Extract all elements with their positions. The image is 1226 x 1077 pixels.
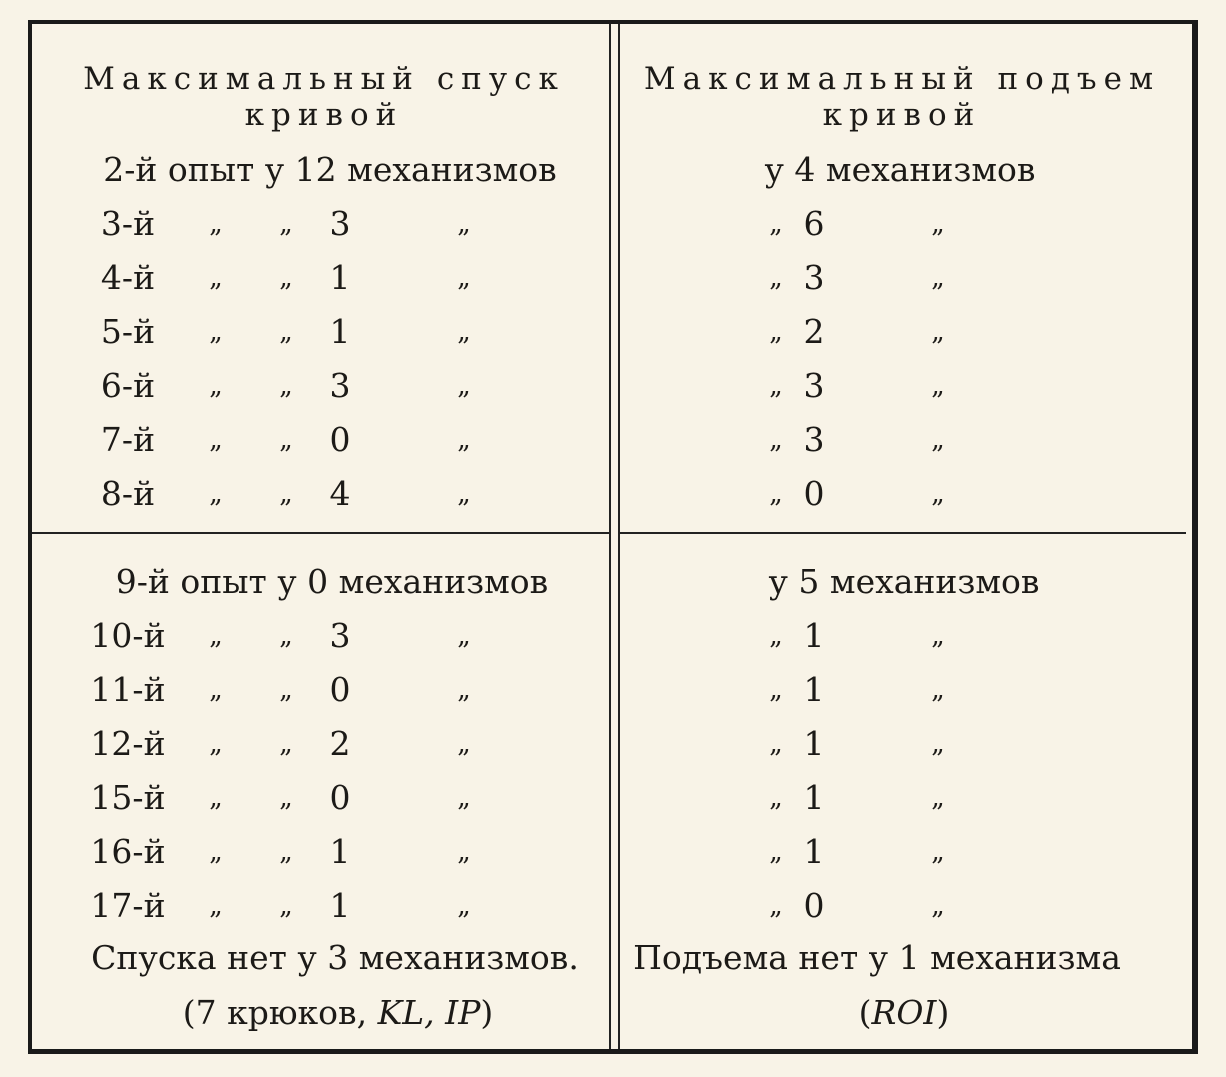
ditto-mark: „ [279, 263, 293, 293]
row-count: 0 [329, 778, 351, 817]
ditto-mark: „ [279, 621, 293, 651]
right-footer-pre: ( [858, 993, 872, 1032]
row-count: 2 [329, 724, 351, 763]
row-count: 0 [329, 670, 351, 709]
row-count: 6 [803, 204, 825, 243]
ditto-mark: „ [931, 675, 945, 705]
ditto-mark: „ [931, 783, 945, 813]
ditto-mark: „ [279, 317, 293, 347]
ditto-mark: „ [931, 263, 945, 293]
row-label: 15-й [90, 778, 166, 817]
ditto-mark: „ [209, 263, 223, 293]
ditto-mark: „ [279, 837, 293, 867]
row-count: 1 [329, 312, 351, 351]
row-label: 7-й [100, 420, 156, 459]
row-count: 4 [329, 474, 351, 513]
right-footer-line2 [858, 993, 950, 1032]
ditto-mark: „ [209, 729, 223, 759]
ditto-mark: „ [769, 675, 783, 705]
row-label: 4-й [100, 258, 156, 297]
row-label: 6-й [100, 366, 156, 405]
ditto-mark: „ [209, 621, 223, 651]
ditto-mark: „ [279, 729, 293, 759]
left-footer-italic: KL, IP [377, 993, 481, 1032]
left-header-line2: кривой [244, 97, 404, 133]
row-label: 17-й [90, 886, 166, 925]
right-footer-line1: Подъема нет у 1 механизма [633, 938, 1121, 977]
row-count: 3 [803, 420, 825, 459]
row-count: 0 [803, 886, 825, 925]
row-count: 1 [329, 258, 351, 297]
row-count: 1 [803, 832, 825, 871]
left-footer-pre: (7 крюков, [182, 993, 378, 1032]
ditto-mark: „ [931, 479, 945, 509]
left-footer-line2 [182, 993, 494, 1032]
ditto-mark: „ [209, 675, 223, 705]
row-label: 3-й [100, 204, 156, 243]
ditto-mark: „ [457, 479, 471, 509]
row-label: 11-й [90, 670, 166, 709]
ditto-mark: „ [931, 317, 945, 347]
row-label: 5-й [100, 312, 156, 351]
row-count: 1 [803, 724, 825, 763]
ditto-mark: „ [769, 371, 783, 401]
ditto-mark: „ [769, 621, 783, 651]
ditto-mark: „ [931, 729, 945, 759]
row-count: 1 [803, 670, 825, 709]
row-count: 0 [329, 420, 351, 459]
ditto-mark: „ [279, 783, 293, 813]
ditto-mark: „ [457, 371, 471, 401]
row-count: 1 [803, 616, 825, 655]
ditto-mark: „ [279, 425, 293, 455]
ditto-mark: „ [769, 729, 783, 759]
left-top-first-row: 2-й опыт у 12 механизмов [103, 150, 557, 189]
ditto-mark: „ [209, 371, 223, 401]
ditto-mark: „ [769, 317, 783, 347]
ditto-mark: „ [279, 479, 293, 509]
row-count: 1 [329, 832, 351, 871]
ditto-mark: „ [931, 371, 945, 401]
ditto-mark: „ [279, 209, 293, 239]
row-count: 3 [329, 366, 351, 405]
row-count: 0 [803, 474, 825, 513]
row-count: 3 [329, 204, 351, 243]
ditto-mark: „ [457, 621, 471, 651]
right-bottom-first-row: у 5 механизмов [768, 562, 1040, 601]
ditto-mark: „ [931, 891, 945, 921]
ditto-mark: „ [457, 425, 471, 455]
column-divider [618, 24, 620, 1049]
ditto-mark: „ [209, 479, 223, 509]
section-divider-left [32, 532, 609, 534]
ditto-mark: „ [769, 783, 783, 813]
ditto-mark: „ [931, 837, 945, 867]
ditto-mark: „ [209, 837, 223, 867]
ditto-mark: „ [457, 263, 471, 293]
ditto-mark: „ [279, 891, 293, 921]
right-top-first-row: у 4 механизмов [764, 150, 1036, 189]
ditto-mark: „ [931, 621, 945, 651]
ditto-mark: „ [457, 891, 471, 921]
row-count: 3 [329, 616, 351, 655]
ditto-mark: „ [769, 263, 783, 293]
ditto-mark: „ [279, 371, 293, 401]
right-header-line2: кривой [822, 97, 982, 133]
right-header-line1: Максимальный подъем [643, 61, 1161, 97]
right-footer-italic: ROI [871, 993, 937, 1032]
row-count: 2 [803, 312, 825, 351]
row-label: 10-й [90, 616, 166, 655]
ditto-mark: „ [209, 425, 223, 455]
ditto-mark: „ [209, 891, 223, 921]
ditto-mark: „ [769, 891, 783, 921]
left-header-line1: Максимальный спуск [83, 61, 565, 97]
left-bottom-first-row: 9-й опыт у 0 механизмов [115, 562, 549, 601]
row-label: 16-й [90, 832, 166, 871]
ditto-mark: „ [457, 209, 471, 239]
ditto-mark: „ [209, 209, 223, 239]
ditto-mark: „ [209, 317, 223, 347]
ditto-mark: „ [457, 729, 471, 759]
ditto-mark: „ [209, 783, 223, 813]
ditto-mark: „ [457, 783, 471, 813]
left-footer-line1: Спуска нет у 3 механизмов. [91, 938, 579, 977]
row-count: 1 [803, 778, 825, 817]
ditto-mark: „ [769, 479, 783, 509]
ditto-mark: „ [769, 837, 783, 867]
ditto-mark: „ [931, 425, 945, 455]
row-count: 3 [803, 366, 825, 405]
section-divider-right [620, 532, 1186, 534]
ditto-mark: „ [279, 675, 293, 705]
row-label: 12-й [90, 724, 166, 763]
ditto-mark: „ [457, 837, 471, 867]
ditto-mark: „ [769, 209, 783, 239]
ditto-mark: „ [931, 209, 945, 239]
ditto-mark: „ [457, 675, 471, 705]
column-divider [609, 24, 611, 1049]
row-count: 3 [803, 258, 825, 297]
left-footer-post: ) [480, 993, 494, 1032]
row-label: 8-й [100, 474, 156, 513]
ditto-mark: „ [769, 425, 783, 455]
row-count: 1 [329, 886, 351, 925]
right-footer-post: ) [936, 993, 950, 1032]
ditto-mark: „ [457, 317, 471, 347]
